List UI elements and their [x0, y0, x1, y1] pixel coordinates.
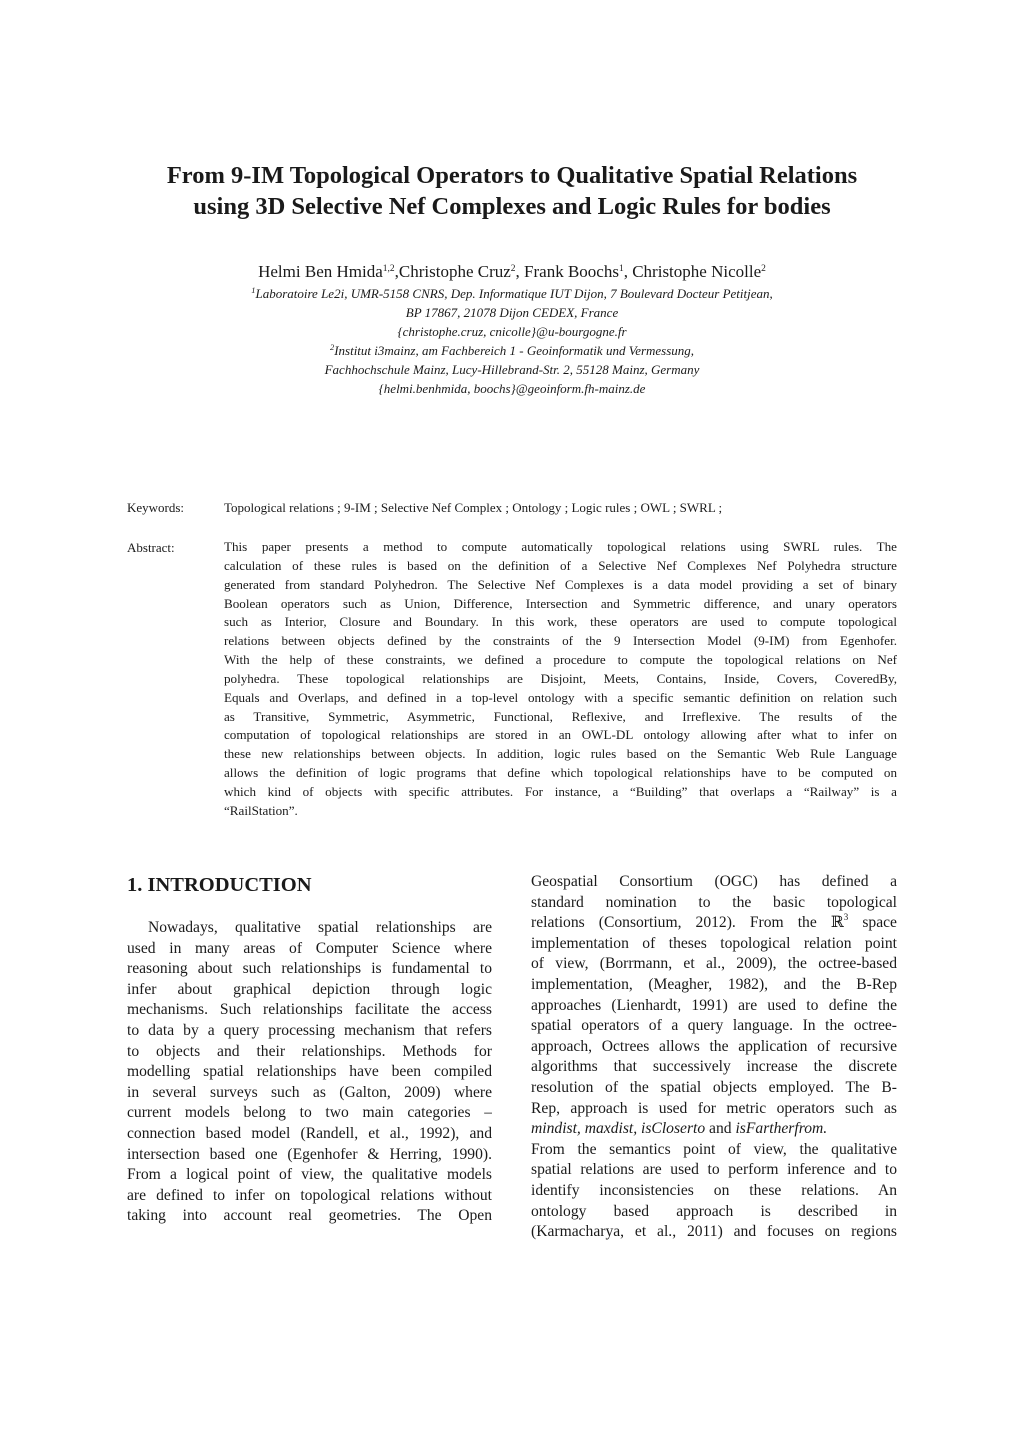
abstract-line: allows the definition of logic programs that define which topological relationships have to be computed on [224, 765, 897, 781]
section-heading-introduction: 1. INTRODUCTION [127, 874, 312, 896]
keywords-text: Topological relations ; 9-IM ; Selective Nef Complex ; Ontology ; Logic rules ; OWL ; SWRL ; [224, 500, 723, 515]
title-line-2: using 3D Selective Nef Complexes and Logic Rules for bodies [193, 193, 831, 220]
abstract-line: Boolean operators such as Union, Difference, Intersection and Symmetric difference, and unary operators [224, 595, 897, 611]
body-line: connection based model (Randell, et al., 1992), and [127, 1124, 492, 1142]
body-line: are defined to infer on topological relations without [127, 1186, 492, 1204]
body-line: Geospatial Consortium (OGC) has defined a [531, 873, 897, 890]
body-line: reasoning about such relationships is fundamental to [127, 960, 492, 978]
body-line: to data by a query processing mechanism that refers [127, 1021, 492, 1039]
body-line: mechanisms. Such relationships facilitate the access [127, 1001, 492, 1019]
abstract-line: such as Interior, Closure and Boundary. In this work, these operators are used to compute topological [224, 614, 897, 630]
affiliation-1-marker: 1 [251, 285, 256, 295]
affiliation-2-marker: 2 [329, 342, 335, 352]
body-line: of view, (Borrmann, et al., 2009), the octree-based [531, 955, 897, 973]
author-1: Helmi Ben Hmida [258, 262, 383, 281]
abstract-line: which kind of objects with specific attributes. For instance, a “Building” that overlaps a “Railway” is a [224, 783, 897, 799]
body-line: resolution of the spatial objects employed. The B- [531, 1078, 897, 1096]
body-text-span: and [705, 1120, 736, 1138]
abstract-line: relations between objects defined by the constraints of the 9 Intersection Model (9-IM) from Egenhofer. [224, 633, 897, 649]
author-4-affil: 2 [761, 264, 766, 274]
abstract-line: “RailStation”. [224, 802, 298, 818]
body-line: intersection based one (Egenhofer & Herring, 1990). [127, 1145, 492, 1163]
body-line: implementation of theses topological relation point [531, 934, 897, 952]
body-line: Nowadays, qualitative spatial relationships are [148, 919, 492, 936]
body-text-span: space [848, 914, 897, 932]
abstract-line: This paper presents a method to compute automatically topological relations using SWRL rules. The [224, 539, 897, 554]
title-line-1: From 9-IM Topological Operators to Qualitative Spatial Relations [166, 162, 858, 189]
abstract-line: calculation of these rules is based on the definition of a Selective Nef Complexes Nef Polyhedra structure [224, 557, 897, 573]
intro-right-column [531, 872, 897, 1243]
author-3: , Frank Boochs [515, 262, 619, 281]
body-line: approaches (Lienhardt, 1991) are used to define the [531, 996, 897, 1014]
affiliations [120, 284, 904, 398]
body-line: to objects and their relationships. Methods for [127, 1042, 492, 1060]
body-line: spatial relations are used to perform inference and to [531, 1161, 897, 1179]
operator-name: isFartherfrom. [735, 1120, 828, 1138]
body-line: used in many areas of Computer Science where [127, 939, 492, 957]
abstract-line: Equals and Overlaps, and defined in a top-level ontology with a specific semantic definition on relation such [224, 689, 897, 705]
affiliation-2-line-1 [120, 341, 904, 360]
affiliation-1-line-1 [120, 284, 904, 303]
body-line: From a logical point of view, the qualitative models [127, 1166, 492, 1184]
body-line: current models belong to two main categories – [127, 1104, 492, 1122]
keywords-label: Keywords: [127, 500, 185, 515]
body-line: identify inconsistencies on these relations. An [531, 1181, 897, 1199]
affiliation-1-line-2: BP 17867, 21078 Dijon CEDEX, France [405, 305, 619, 320]
body-line-italic-operators [531, 1119, 897, 1140]
author-1-affil: 1,2 [382, 264, 395, 274]
body-line: approach, Octrees allows the application of recursive [531, 1037, 897, 1055]
author-list [120, 261, 904, 283]
body-line: in several surveys such as (Galton, 2009) where [127, 1083, 492, 1101]
body-line: algorithms that successively increase the discrete [531, 1058, 897, 1076]
author-2: ,Christophe Cruz [394, 262, 511, 281]
author-3-affil: 1 [618, 264, 624, 274]
affiliation-2-text: Institut i3mainz, am Fachbereich 1 - Geoinformatik und Vermessung, [334, 343, 695, 358]
affiliation-1-email: {christophe.cruz, cnicolle}@u-bourgogne.fr [397, 324, 627, 339]
body-line: modelling spatial relationships have been compiled [127, 1063, 492, 1081]
body-line: standard nomination to the basic topological [531, 893, 897, 911]
body-line: infer about graphical depiction through logic [127, 980, 492, 998]
body-line: From the semantics point of view, the qualitative [531, 1140, 897, 1158]
affiliation-2-email: {helmi.benhmida, boochs}@geoinform.fh-mainz.de [378, 381, 646, 396]
body-line: (Karmacharya, et al., 2011) and focuses on regions [531, 1223, 897, 1241]
body-line-with-superscript [531, 913, 897, 934]
abstract-line: With the help of these constraints, we defined a procedure to compute the topological relations on Nef [224, 652, 897, 668]
abstract-body [224, 538, 897, 821]
abstract-line: these new relationships between objects. In addition, logic rules based on the Semantic Web Rule Language [224, 746, 897, 762]
author-2-affil: 2 [510, 264, 516, 274]
abstract-line: computation of topological relationships are stored in an OWL-DL ontology allowing after what to infer on [224, 727, 897, 743]
author-4: , Christophe Nicolle [623, 262, 762, 281]
abstract-line: generated from standard Polyhedron. The Selective Nef Complexes is a data model providing a set of binary [224, 576, 897, 592]
intro-left-column [127, 918, 492, 1227]
body-line: spatial operators of a query language. In the octree- [531, 1017, 897, 1035]
abstract-label: Abstract: [127, 540, 175, 555]
body-text-span: relations (Consortium, 2012). From the ℝ [531, 914, 844, 932]
operator-names: mindist, maxdist, isCloserto [531, 1120, 706, 1138]
abstract-line: polyhedra. These topological relationships are Disjoint, Meets, Contains, Inside, Covers, CoveredBy, [224, 670, 897, 686]
paper-title [120, 160, 904, 222]
real-space-exponent: 3 [843, 913, 849, 923]
body-line: taking into account real geometries. The Open [127, 1207, 492, 1225]
affiliation-2-line-2: Fachhochschule Mainz, Lucy-Hillebrand-Str. 2, 55128 Mainz, Germany [324, 362, 700, 377]
affiliation-1-text: Laboratoire Le2i, UMR-5158 CNRS, Dep. Informatique IUT Dijon, 7 Boulevard Docteur Petitjean, [255, 286, 773, 301]
body-line: Rep, approach is used for metric operators such as [531, 1099, 897, 1117]
body-line: implementation, (Meagher, 1982), and the B-Rep [531, 975, 897, 993]
abstract-line: as Transitive, Symmetric, Asymmetric, Functional, Reflexive, and Irreflexive. The results of the [224, 708, 897, 724]
body-line: ontology based approach is described in [531, 1202, 897, 1220]
